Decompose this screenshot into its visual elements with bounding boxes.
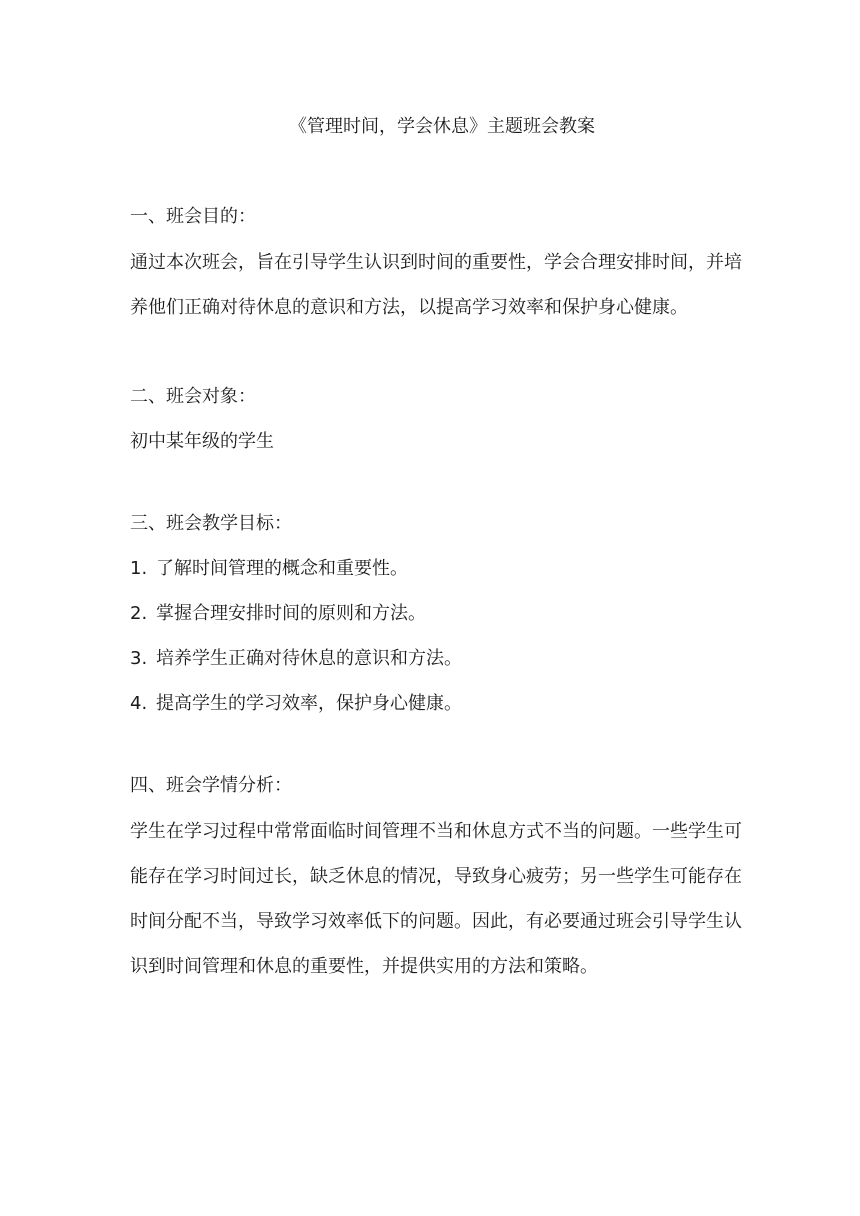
section-objectives xyxy=(130,509,742,719)
objective-text: 了解时间管理的概念和重要性。 xyxy=(156,558,408,579)
section-analysis-heading: 四、班会学情分析： xyxy=(130,775,292,796)
objectives-list xyxy=(130,554,742,719)
objective-text: 培养学生正确对待休息的意识和方法。 xyxy=(156,648,462,669)
objective-number: 2. xyxy=(130,603,148,624)
section-analysis-text: 学生在学习过程中常常面临时间管理不当和休息方式不当的问题。一些学生可能存在学习时间过长，缺乏休息的情况，导致身心疲劳；另一些学生可能存在时间分配不当，导致学习效率低下的问题。因此，有必要通过班会引导学生认识到时间管理和休息的重要性，并提供实用的方法和策略。 xyxy=(130,821,742,977)
section-audience-text: 初中某年级的学生 xyxy=(130,431,274,452)
section-objectives-heading: 三、班会教学目标： xyxy=(130,513,292,534)
objective-number: 3. xyxy=(130,648,148,669)
section-audience-heading: 二、班会对象： xyxy=(130,386,256,407)
objective-item xyxy=(130,599,742,629)
objective-text: 掌握合理安排时间的原则和方法。 xyxy=(156,603,426,624)
section-goal-heading: 一、班会目的： xyxy=(130,206,256,227)
objective-item xyxy=(130,644,742,674)
objective-text: 提高学生的学习效率，保护身心健康。 xyxy=(156,693,462,714)
document-title: 《管理时间，学会休息》主题班会教案 xyxy=(289,116,595,137)
objective-item xyxy=(130,554,742,584)
document-body xyxy=(130,112,742,989)
section-goal-text: 通过本次班会，旨在引导学生认识到时间的重要性，学会合理安排时间，并培养他们正确对待休息的意识和方法，以提高学习效率和保护身心健康。 xyxy=(130,252,742,318)
objective-number: 4. xyxy=(130,693,148,714)
objective-item xyxy=(130,689,742,719)
section-goal xyxy=(130,202,742,330)
section-audience xyxy=(130,382,742,457)
objective-number: 1. xyxy=(130,558,148,579)
section-analysis xyxy=(130,771,742,989)
